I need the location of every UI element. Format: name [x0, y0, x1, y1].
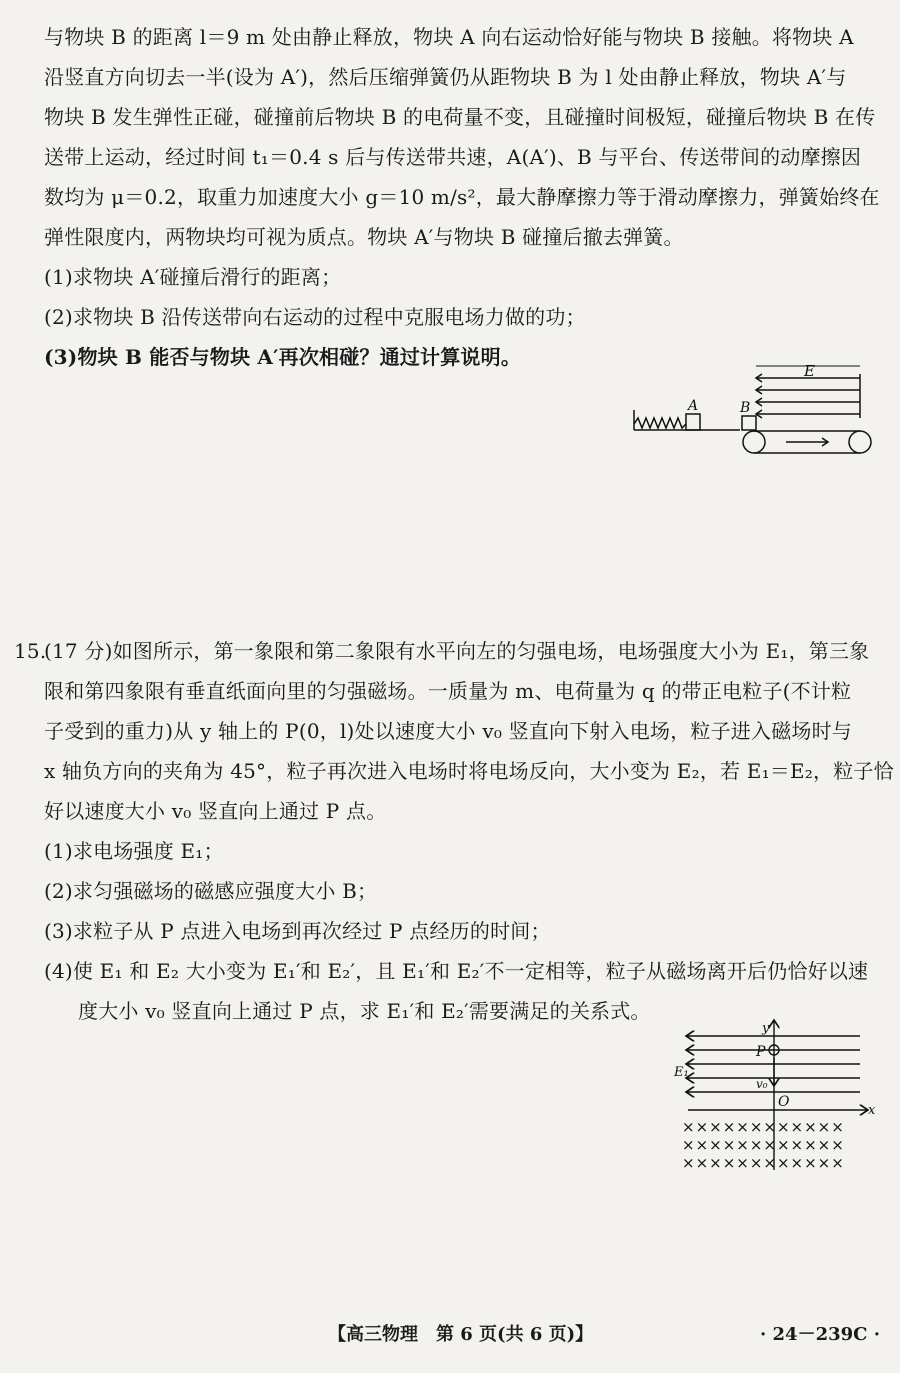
magnetic-field-row: ×××××××××××× [682, 1136, 845, 1154]
q14-part-2: (2)求物块 B 沿传送带向右运动的过程中克服电场力做的功； [44, 305, 586, 329]
q15-number: 15. [14, 639, 47, 663]
label-o: O [778, 1094, 790, 1110]
q14-conveyor-diagram [628, 362, 884, 462]
footer-exam-code: · 24－239C · [760, 1324, 881, 1345]
block-b [742, 416, 756, 430]
q14-line-1: 与物块 B 的距离 l＝9 m 处由静止释放，物块 A 向右运动恰好能与物块 B 接触。将物块 A [44, 25, 854, 49]
q14-line-6: 弹性限度内，两物块均可视为质点。物块 A′与物块 B 碰撞后撤去弹簧。 [44, 225, 684, 249]
q14-line-2: 沿竖直方向切去一半(设为 A′)，然后压缩弹簧仍从距物块 B 为 l 处由静止释放，物块 A′与 [44, 65, 847, 89]
q15-part-2: (2)求匀强磁场的磁感应强度大小 B； [44, 879, 378, 903]
conveyor-roller-right [849, 431, 871, 453]
q15-field-diagram [668, 1014, 880, 1174]
q14-line-5: 数均为 μ＝0.2，取重力加速度大小 g＝10 m/s²，最大静摩擦力等于滑动摩擦力，弹簧始终在 [44, 185, 880, 209]
conveyor-roller-left [743, 431, 765, 453]
label-y: y [762, 1021, 770, 1036]
q14-line-4: 送带上运动，经过时间 t₁＝0.4 s 后与传送带共速，A(A′)、B 与平台、传送带间的动摩擦因 [44, 145, 862, 169]
label-b: B [740, 400, 751, 416]
q15-line-3: 子受到的重力)从 y 轴上的 P(0，l)处以速度大小 v₀ 竖直向下射入电场，粒子进入磁场时与 [44, 719, 852, 743]
q14-part-1: (1)求物块 A′碰撞后滑行的距离； [44, 265, 342, 289]
q14-part-3: (3)物块 B 能否与物块 A′再次相碰？通过计算说明。 [44, 345, 522, 369]
q15-line-2: 限和第四象限有垂直纸面向里的匀强磁场。一质量为 m、电荷量为 q 的带正电粒子(不计粒 [44, 679, 852, 703]
q15-part-3: (3)求粒子从 P 点进入电场到再次经过 P 点经历的时间； [44, 919, 551, 943]
q14-line-3: 物块 B 发生弹性正碰，碰撞前后物块 B 的电荷量不变，且碰撞时间极短，碰撞后物块 B 在传 [44, 105, 876, 129]
label-e1: E₁ [674, 1065, 689, 1080]
q15-part-4: (4)使 E₁ 和 E₂ 大小变为 E₁′和 E₂′，且 E₁′和 E₂′不一定相等，粒子从磁场离开后仍恰好以速 [44, 959, 869, 983]
label-e: E [804, 362, 815, 380]
block-a [686, 414, 700, 430]
label-x: x [868, 1103, 876, 1118]
q15-line-4: x 轴负方向的夹角为 45°，粒子再次进入电场时将电场反向，大小变为 E₂，若 E₁＝E₂，粒子恰 [44, 759, 894, 783]
footer-page-info: 【高三物理 第 6 页(共 6 页)】 [328, 1324, 594, 1345]
page-footer [0, 1320, 900, 1350]
q15-line-1: (17 分)如图所示，第一象限和第二象限有水平向左的匀强电场，电场强度大小为 E₁，第三象 [44, 639, 870, 663]
q15-part-4-cont: 度大小 v₀ 竖直向上通过 P 点，求 E₁′和 E₂′需要满足的关系式。 [78, 999, 651, 1023]
label-p: P [756, 1044, 766, 1060]
magnetic-field-row: ×××××××××××× [682, 1154, 845, 1172]
label-a: A [688, 398, 699, 414]
magnetic-field-row: ×××××××××××× [682, 1118, 845, 1136]
q15-line-5: 好以速度大小 v₀ 竖直向上通过 P 点。 [44, 799, 387, 823]
label-v0: v₀ [756, 1077, 768, 1091]
spring [634, 418, 686, 428]
q15-part-1: (1)求电场强度 E₁； [44, 839, 224, 863]
